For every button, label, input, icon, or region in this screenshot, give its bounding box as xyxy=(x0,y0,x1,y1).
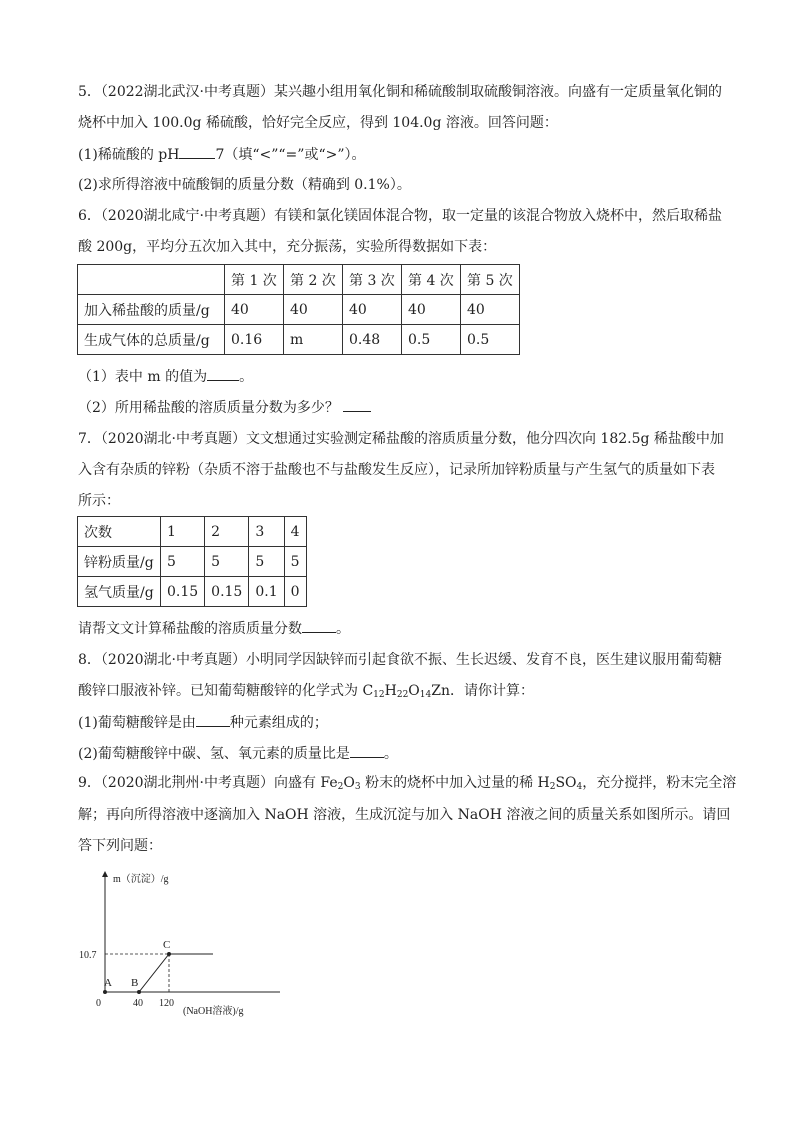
x-axis-label: (NaOH溶液)/g xyxy=(183,1006,244,1017)
q9-stem-line-3: 答下列问题： xyxy=(78,838,162,854)
q8-sub-question-2 xyxy=(78,743,398,764)
table-cell: 次数 xyxy=(78,517,161,547)
q6-sub1-text: （1）表中 m 的值为 xyxy=(78,369,208,385)
table-header-cell: 第 2 次 xyxy=(284,265,343,295)
q6-stem-line-2: 酸 200g，平均分五次加入其中，充分振荡，实验所得数据如下表： xyxy=(78,239,497,255)
table-cell: 5 xyxy=(161,547,205,577)
point-c-label: C xyxy=(163,939,171,951)
q6-stem-line-1: 6．（2020湖北咸宁·中考真题）有镁和氯化镁固体混合物，取一定量的该混合物放入烧杯中，然后取稀盐 xyxy=(78,208,722,224)
q5-sub-question-1 xyxy=(78,144,366,165)
point-b xyxy=(137,990,141,994)
table-cell: 3 xyxy=(249,517,284,547)
table-header-row xyxy=(78,265,520,295)
q7-stem-line-2: 入含有杂质的锌粉（杂质不溶于盐酸也不与盐酸发生反应），记录所加锌粉质量与产生氢气的质量如下表 xyxy=(78,462,715,478)
q7-question xyxy=(78,618,350,639)
table-cell: 5 xyxy=(205,547,249,577)
q7-question-text: 请帮文文计算稀盐酸的溶质质量分数 xyxy=(78,621,302,637)
q6-sub-question-1 xyxy=(78,366,253,387)
table-cell: 生成气体的总质量/g xyxy=(78,325,225,355)
q6-sub1-text-end: 。 xyxy=(239,369,254,385)
subscript: 22 xyxy=(396,690,409,700)
y-tick-label: 10.7 xyxy=(79,950,97,961)
q8-sub2-text: (2)葡萄糖酸锌中碳、氢、氧元素的质量比是 xyxy=(78,746,350,762)
table-cell: 0.5 xyxy=(402,325,461,355)
subscript: 2 xyxy=(549,782,556,792)
x-tick-label: 120 xyxy=(159,998,174,1009)
q6-sub2-text: （2）所用稀盐酸的溶质质量分数为多少？ xyxy=(78,400,339,416)
table-cell: 5 xyxy=(284,547,306,577)
q7-stem-line-1: 7．（2020湖北·中考真题）文文想通过实验测定稀盐酸的溶质质量分数，他分四次向 182.5g 稀盐酸中加 xyxy=(78,431,724,447)
answer-blank[interactable] xyxy=(179,144,215,159)
q9-stem-text: 粉末的烧杯中加入过量的稀 H xyxy=(360,775,550,791)
q5-sub1-text-end: 7（填“<”“=”或“>”）。 xyxy=(215,147,366,163)
q9-stem-line-2: 解；再向所得溶液中逐滴加入 NaOH 溶液，生成沉淀与加入 NaOH 溶液之间的质量关系如图所示。请回 xyxy=(78,807,731,823)
table-cell: 1 xyxy=(161,517,205,547)
subscript: 3 xyxy=(354,782,361,792)
formula-symbol: SO xyxy=(555,775,577,791)
y-axis-label: m（沉淀）/g xyxy=(113,874,169,885)
table-cell: 氢气质量/g xyxy=(78,577,161,607)
q5-stem-line-2: 烧杯中加入 100.0g 稀硫酸，恰好完全反应，得到 104.0g 溶液。回答问题： xyxy=(78,115,558,131)
table-cell: 40 xyxy=(402,295,461,325)
answer-blank[interactable] xyxy=(302,618,336,633)
q9-stem-text-end: ，充分搅拌，粉末完全溶 xyxy=(582,775,737,791)
table-header-cell: 第 5 次 xyxy=(461,265,520,295)
table-cell: 40 xyxy=(461,295,520,325)
table-row xyxy=(78,295,520,325)
table-cell: 0.5 xyxy=(461,325,520,355)
subscript: 12 xyxy=(373,690,385,700)
point-b-label: B xyxy=(131,977,139,989)
q8-stem-text-end: Zn．请你计算： xyxy=(431,683,534,699)
q5-stem-line-1: 5．（2022湖北武汉·中考真题）某兴趣小组用氧化铜和稀硫酸制取硫酸铜溶液。向盛有一定质量氧化铜的 xyxy=(78,84,722,100)
answer-blank[interactable] xyxy=(350,743,384,758)
q7-data-table xyxy=(77,516,307,607)
subscript: 4 xyxy=(576,782,583,792)
subscript: 14 xyxy=(419,690,432,700)
table-row xyxy=(78,547,307,577)
q6-data-table xyxy=(77,264,520,355)
answer-blank[interactable] xyxy=(343,397,371,412)
table-row xyxy=(78,577,307,607)
table-cell: 加入稀盐酸的质量/g xyxy=(78,295,225,325)
q7-question-text-end: 。 xyxy=(336,621,350,637)
q5-sub-question-2: (2)求所得溶液中硫酸铜的质量分数（精确到 0.1%）。 xyxy=(78,177,411,193)
formula-symbol: O xyxy=(408,683,420,699)
table-cell xyxy=(78,265,225,295)
table-cell: 0.15 xyxy=(161,577,205,607)
point-a xyxy=(103,990,107,994)
table-cell: 2 xyxy=(205,517,249,547)
table-cell: 0 xyxy=(284,577,306,607)
subscript: 2 xyxy=(337,782,344,792)
origin-label: 0 xyxy=(96,998,101,1009)
q9-stem-line-1 xyxy=(78,773,736,793)
table-cell: 0.1 xyxy=(249,577,284,607)
q6-sub-question-2 xyxy=(78,397,371,418)
q8-stem-line-2 xyxy=(78,681,534,701)
precipitate-mass-graph xyxy=(79,868,285,1018)
q5-sub1-text: (1)稀硫酸的 pH xyxy=(78,147,180,163)
table-cell: 0.16 xyxy=(225,325,284,355)
q8-sub-question-1 xyxy=(78,712,328,733)
q7-stem-line-3: 所示： xyxy=(78,493,120,509)
table-row xyxy=(78,517,307,547)
answer-blank[interactable] xyxy=(207,366,239,381)
table-header-cell: 第 3 次 xyxy=(343,265,402,295)
table-cell: 0.48 xyxy=(343,325,402,355)
table-cell: 0.15 xyxy=(205,577,249,607)
q8-stem-text: 酸锌口服液补锌。已知葡萄糖酸锌的化学式为 C xyxy=(78,683,374,699)
answer-blank[interactable] xyxy=(196,712,230,727)
table-header-cell: 第 4 次 xyxy=(402,265,461,295)
x-tick-label: 40 xyxy=(133,998,143,1009)
table-row xyxy=(78,325,520,355)
table-cell: 40 xyxy=(225,295,284,325)
table-cell: m xyxy=(284,325,343,355)
table-cell: 40 xyxy=(343,295,402,325)
data-line xyxy=(105,954,213,992)
formula-symbol: O xyxy=(343,775,355,791)
point-c xyxy=(167,952,171,956)
q8-sub1-text-end: 种元素组成的； xyxy=(229,715,328,731)
table-cell: 4 xyxy=(284,517,306,547)
table-cell: 40 xyxy=(284,295,343,325)
table-cell: 5 xyxy=(249,547,284,577)
q9-stem-text: 9．（2020湖北荆州·中考真题）向盛有 Fe xyxy=(78,775,338,791)
point-a-label: A xyxy=(104,977,112,989)
formula-symbol: H xyxy=(384,683,397,699)
q8-stem-line-1: 8．（2020湖北·中考真题）小明同学因缺锌而引起食欲不振、生长迟缓、发育不良，医生建议服用葡萄糖 xyxy=(78,652,722,668)
table-header-cell: 第 1 次 xyxy=(225,265,284,295)
table-cell: 锌粉质量/g xyxy=(78,547,161,577)
q8-sub2-text-end: 。 xyxy=(383,746,398,762)
q8-sub1-text: (1)葡萄糖酸锌是由 xyxy=(78,715,196,731)
